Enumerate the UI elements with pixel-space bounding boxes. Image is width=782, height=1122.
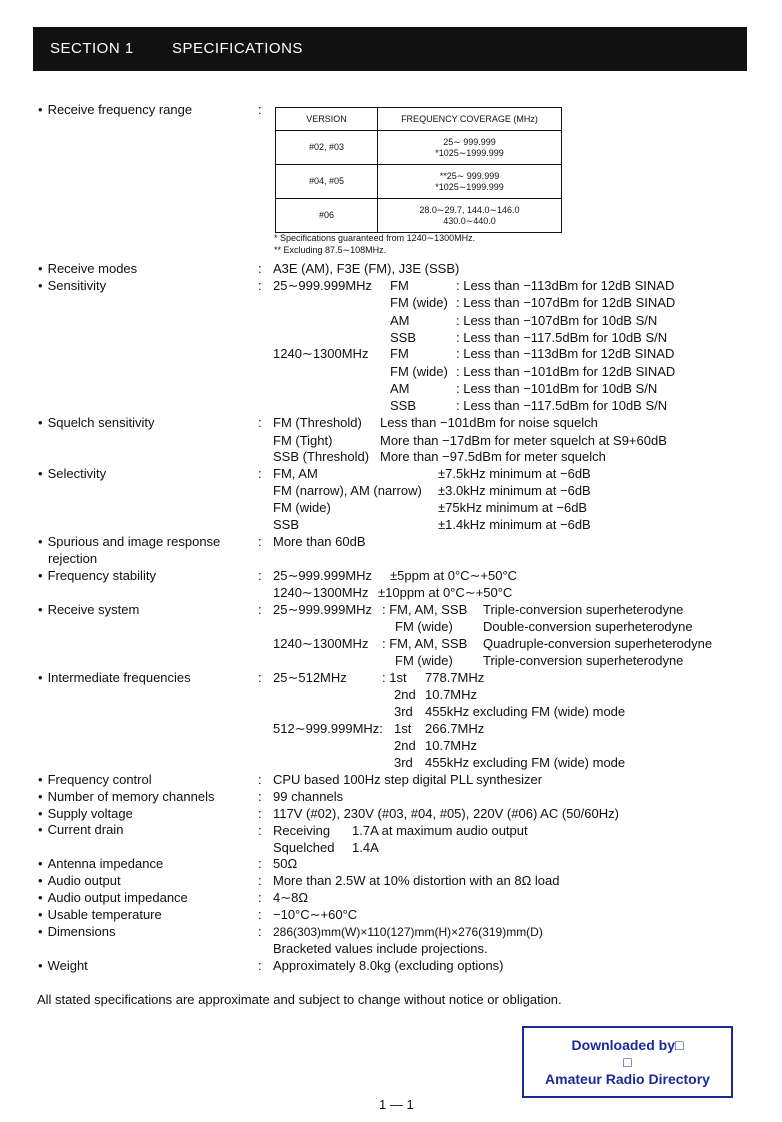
spec-value: 10.7MHz xyxy=(425,738,478,753)
spec-label-stability: • Frequency stability xyxy=(38,568,156,584)
mode-label: SSB xyxy=(390,398,417,413)
spec-label-frequency-range: • Receive frequency range xyxy=(38,102,192,118)
download-line: Downloaded by□ xyxy=(571,1037,684,1053)
frequency-coverage-table xyxy=(275,107,562,233)
band-label: 1240∼1300MHz xyxy=(273,585,369,600)
table-row xyxy=(276,165,562,199)
mode-label: FM (wide) xyxy=(390,364,448,379)
mode-label: SSB (Threshold) xyxy=(273,449,370,464)
mode-label: FM (wide) xyxy=(273,500,331,515)
spec-label-supply: • Supply voltage xyxy=(38,806,133,822)
spec-label-selectivity: • Selectivity xyxy=(38,466,106,482)
spec-value: ±3.0kHz minimum at −6dB xyxy=(438,483,591,498)
spec-label-sensitivity: • Sensitivity xyxy=(38,278,106,294)
download-stamp xyxy=(522,1026,733,1098)
mode-label: FM (wide) xyxy=(390,295,448,310)
spec-value: More than 60dB xyxy=(273,534,366,549)
if-stage: 1st xyxy=(394,721,412,736)
spec-value: 10.7MHz xyxy=(425,687,478,702)
spec-value: : Less than −101dBm for 10dB S/N xyxy=(456,381,658,396)
download-line: □ xyxy=(623,1054,632,1070)
spec-label-audio-impedance: • Audio output impedance xyxy=(38,890,188,906)
version-cell: #06 xyxy=(276,199,378,233)
spec-value: More than −17dBm for meter squelch at S9+60dB xyxy=(380,433,667,448)
spec-label-memory: • Number of memory channels xyxy=(38,789,214,805)
band-label: 25∼999.999MHz xyxy=(273,602,373,617)
spec-label-continued: rejection xyxy=(48,551,98,566)
section-number: SECTION 1 xyxy=(50,40,134,57)
if-stage: 2nd xyxy=(394,738,416,753)
spec-value: : Less than −107dBm for 12dB SINAD xyxy=(456,295,676,310)
spec-value: 455kHz excluding FM (wide) mode xyxy=(425,755,626,770)
version-cell: #02, #03 xyxy=(276,131,378,165)
spec-value: Triple-conversion superheterodyne xyxy=(483,653,684,668)
mode-label: FM (narrow), AM (narrow) xyxy=(273,483,422,498)
table-header: VERSION xyxy=(276,108,378,131)
mode-label: Receiving xyxy=(273,823,331,838)
spec-value: More than −97.5dBm for meter squelch xyxy=(380,449,606,464)
if-stage: 3rd xyxy=(394,704,413,719)
spec-value: CPU based 100Hz step digital PLL synthesizer xyxy=(273,772,543,787)
if-stage: : 1st xyxy=(382,670,407,685)
band-label: 25∼999.999MHz xyxy=(273,278,373,293)
spec-label-squelch: • Squelch sensitivity xyxy=(38,415,155,431)
spec-label-frequency-control: • Frequency control xyxy=(38,772,152,788)
spec-label-receive-modes: • Receive modes xyxy=(38,261,137,277)
spec-label-weight: • Weight xyxy=(38,958,88,974)
spec-label-temperature: • Usable temperature xyxy=(38,907,162,923)
spec-value: ±7.5kHz minimum at −6dB xyxy=(438,466,591,481)
band-label: 25∼512MHz xyxy=(273,670,347,685)
spec-value: 99 channels xyxy=(273,789,344,804)
spec-value: ±10ppm at 0°C∼+50°C xyxy=(378,585,513,600)
spec-value: More than 2.5W at 10% distortion with an 8Ω load xyxy=(273,873,560,888)
page-number: 1 — 1 xyxy=(379,1097,414,1112)
spec-value: : Less than −117.5dBm for 10dB S/N xyxy=(456,330,668,345)
spec-value: : Less than −113dBm for 12dB SINAD xyxy=(456,346,675,361)
spec-value: Double-conversion superheterodyne xyxy=(483,619,693,634)
spec-label-if: • Intermediate frequencies xyxy=(38,670,191,686)
spec-label-receive-system: • Receive system xyxy=(38,602,139,618)
coverage-line: *1025∼1999.999 xyxy=(435,147,504,158)
spec-label-spurious: • Spurious and image response xyxy=(38,534,220,550)
mode-label: FM (wide) xyxy=(395,653,453,668)
mode-label: SSB xyxy=(390,330,417,345)
mode-label: Squelched xyxy=(273,840,335,855)
mode-label: : FM, AM, SSB xyxy=(382,602,468,617)
mode-label: SSB xyxy=(273,517,300,532)
spec-label-audio-output: • Audio output xyxy=(38,873,121,889)
if-stage: 3rd xyxy=(394,755,413,770)
spec-label-current-drain: • Current drain xyxy=(38,822,123,838)
spec-value: 1.7A at maximum audio output xyxy=(352,823,528,838)
spec-value: Less than −101dBm for noise squelch xyxy=(380,415,598,430)
mode-label: AM xyxy=(390,381,410,396)
spec-value: : Less than −113dBm for 12dB SINAD xyxy=(456,278,675,293)
coverage-line: *1025∼1999.999 xyxy=(435,181,504,192)
spec-value: ±5ppm at 0°C∼+50°C xyxy=(390,568,518,583)
spec-value: ±75kHz minimum at −6dB xyxy=(438,500,588,515)
spec-value: : Less than −101dBm for 12dB SINAD xyxy=(456,364,676,379)
if-stage: 2nd xyxy=(394,687,416,702)
band-label: 25∼999.999MHz xyxy=(273,568,373,583)
band-label: 512∼999.999MHz: xyxy=(273,721,383,736)
footnote: ** Excluding 87.5∼108MHz. xyxy=(274,245,387,255)
mode-label: FM (wide) xyxy=(395,619,453,634)
spec-value: 778.7MHz xyxy=(425,670,485,685)
coverage-line: 25∼ 999.999 xyxy=(443,136,496,147)
spec-value: 1.4A xyxy=(352,840,379,855)
band-label: 1240∼1300MHz xyxy=(273,346,369,361)
spec-value: 286(303)mm(W)×110(127)mm(H)×276(319)mm(D) xyxy=(273,925,543,939)
mode-label: FM (Tight) xyxy=(273,433,333,448)
download-line: Amateur Radio Directory xyxy=(545,1071,710,1087)
spec-value: A3E (AM), F3E (FM), J3E (SSB) xyxy=(273,261,460,276)
spec-value: ±1.4kHz minimum at −6dB xyxy=(438,517,591,532)
mode-label: FM, AM xyxy=(273,466,318,481)
spec-value: Bracketed values include projections. xyxy=(273,941,488,956)
band-label: 1240∼1300MHz xyxy=(273,636,369,651)
spec-value: 50Ω xyxy=(273,856,298,871)
mode-label: FM xyxy=(390,346,409,361)
table-header: FREQUENCY COVERAGE (MHz) xyxy=(378,108,562,131)
mode-label: FM xyxy=(390,278,409,293)
spec-value: 455kHz excluding FM (wide) mode xyxy=(425,704,626,719)
section-header xyxy=(33,27,747,71)
footnote: * Specifications guaranteed from 1240∼1300MHz. xyxy=(274,233,476,243)
spec-label-dimensions: • Dimensions xyxy=(38,924,115,940)
spec-value: 117V (#02), 230V (#03, #04, #05), 220V (#06) AC (50/60Hz) xyxy=(273,806,619,821)
table-row xyxy=(276,199,562,233)
coverage-line: 430.0∼440.0 xyxy=(443,215,496,226)
mode-label: AM xyxy=(390,313,410,328)
spec-value: : Less than −117.5dBm for 10dB S/N xyxy=(456,398,668,413)
coverage-line: **25∼ 999.999 xyxy=(439,170,500,181)
table-row xyxy=(276,131,562,165)
spec-value: Triple-conversion superheterodyne xyxy=(483,602,684,617)
spec-value: −10°C∼+60°C xyxy=(273,907,358,922)
mode-label: : FM, AM, SSB xyxy=(382,636,468,651)
spec-value: 4∼8Ω xyxy=(273,890,309,905)
coverage-line: 28.0∼29.7, 144.0∼146.0 xyxy=(419,204,520,215)
spec-value: Quadruple-conversion superheterodyne xyxy=(483,636,713,651)
spec-label-antenna: • Antenna impedance xyxy=(38,856,163,872)
spec-value: 266.7MHz xyxy=(425,721,485,736)
spec-value: : Less than −107dBm for 10dB S/N xyxy=(456,313,658,328)
disclaimer: All stated specifications are approximate and subject to change without notice or obligation. xyxy=(37,992,562,1007)
spec-value: Approximately 8.0kg (excluding options) xyxy=(273,958,504,973)
mode-label: FM (Threshold) xyxy=(273,415,362,430)
version-cell: #04, #05 xyxy=(276,165,378,199)
section-title: SPECIFICATIONS xyxy=(172,40,303,57)
